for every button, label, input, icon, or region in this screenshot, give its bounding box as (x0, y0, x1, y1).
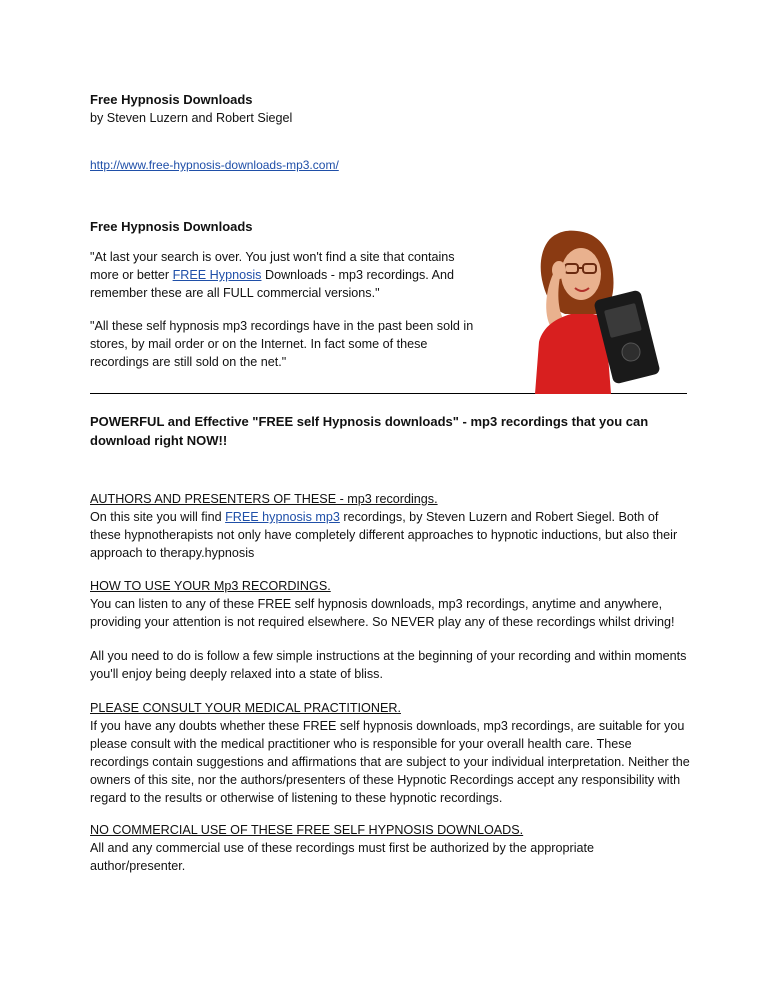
quote1-text-start: "At last your search is over. You just won't find a site that contains more or better (90, 250, 455, 282)
authors-section (90, 490, 690, 562)
intro-heading: Free Hypnosis Downloads (90, 219, 253, 234)
site-url-link[interactable]: http://www.free-hypnosis-downloads-mp3.com/ (90, 158, 339, 172)
author-byline: by Steven Luzern and Robert Siegel (90, 111, 293, 125)
medical-section (90, 699, 690, 807)
authors-text-end: recordings, by Steven Luzern and Robert Siegel. Both of these hypnotherapists not only have completely different approaches to hypnotic inductions, but also their approach to therapy.hypnosis (90, 510, 678, 560)
commercial-section (90, 821, 690, 875)
howto-paragraph-1: You can listen to any of these FREE self hypnosis downloads, mp3 recordings, anytime and anywhere, providing your attention is not required elsewhere. So NEVER play any of these recordings whilst driving! (90, 597, 675, 629)
howto-paragraph-2: All you need to do is follow a few simple instructions at the beginning of your recording and within moments you'll enjoy being deeply relaxed into a state of bliss. (90, 649, 687, 681)
howto-heading: HOW TO USE YOUR Mp3 RECORDINGS. (90, 579, 331, 593)
commercial-body: All and any commercial use of these recordings must first be authorized by the appropriate author/presenter. (90, 841, 595, 873)
woman-with-mp3-player-photo (495, 222, 685, 394)
free-hypnosis-mp3-link[interactable]: FREE hypnosis mp3 (225, 510, 340, 524)
medical-heading: PLEASE CONSULT YOUR MEDICAL PRACTITIONER. (90, 701, 401, 715)
free-hypnosis-link[interactable]: FREE Hypnosis (172, 268, 262, 282)
intro-quote-1 (90, 248, 475, 302)
medical-body: If you have any doubts whether these FREE self hypnosis downloads, mp3 recordings, are suitable for you please consult with the medical practitioner who is responsible for your overall health care. These recordings contain suggestions and affirmations that are subject to your individual interpretation. Neither the owners of this site, nor the authors/presenters of these Hypnotic Recordings accept any responsibility with regard to the results or otherwise of listening to these hypnotic recordings. (90, 719, 690, 805)
hand-shape (552, 261, 566, 279)
authors-text-start: On this site you will find (90, 510, 226, 524)
commercial-heading: NO COMMERCIAL USE OF THESE FREE SELF HYPNOSIS DOWNLOADS. (90, 823, 524, 837)
face-shape (561, 248, 601, 300)
quote1-text-end: Downloads - mp3 recordings. And remember these are all FULL commercial versions." (90, 268, 454, 300)
document-title: Free Hypnosis Downloads (90, 92, 253, 107)
howto-section (90, 577, 690, 631)
intro-quote-2: "All these self hypnosis mp3 recordings have in the past been sold in stores, by mail order or on the Internet. In fact some of these recordings are still sold on the net." (90, 319, 474, 369)
authors-body (90, 508, 690, 562)
authors-heading: AUTHORS AND PRESENTERS OF THESE - mp3 recordings. (90, 492, 438, 506)
howto-paragraph-2-block (90, 647, 690, 683)
powerful-heading: POWERFUL and Effective "FREE self Hypnosis downloads" - mp3 recordings that you can download right NOW!! (90, 414, 649, 448)
